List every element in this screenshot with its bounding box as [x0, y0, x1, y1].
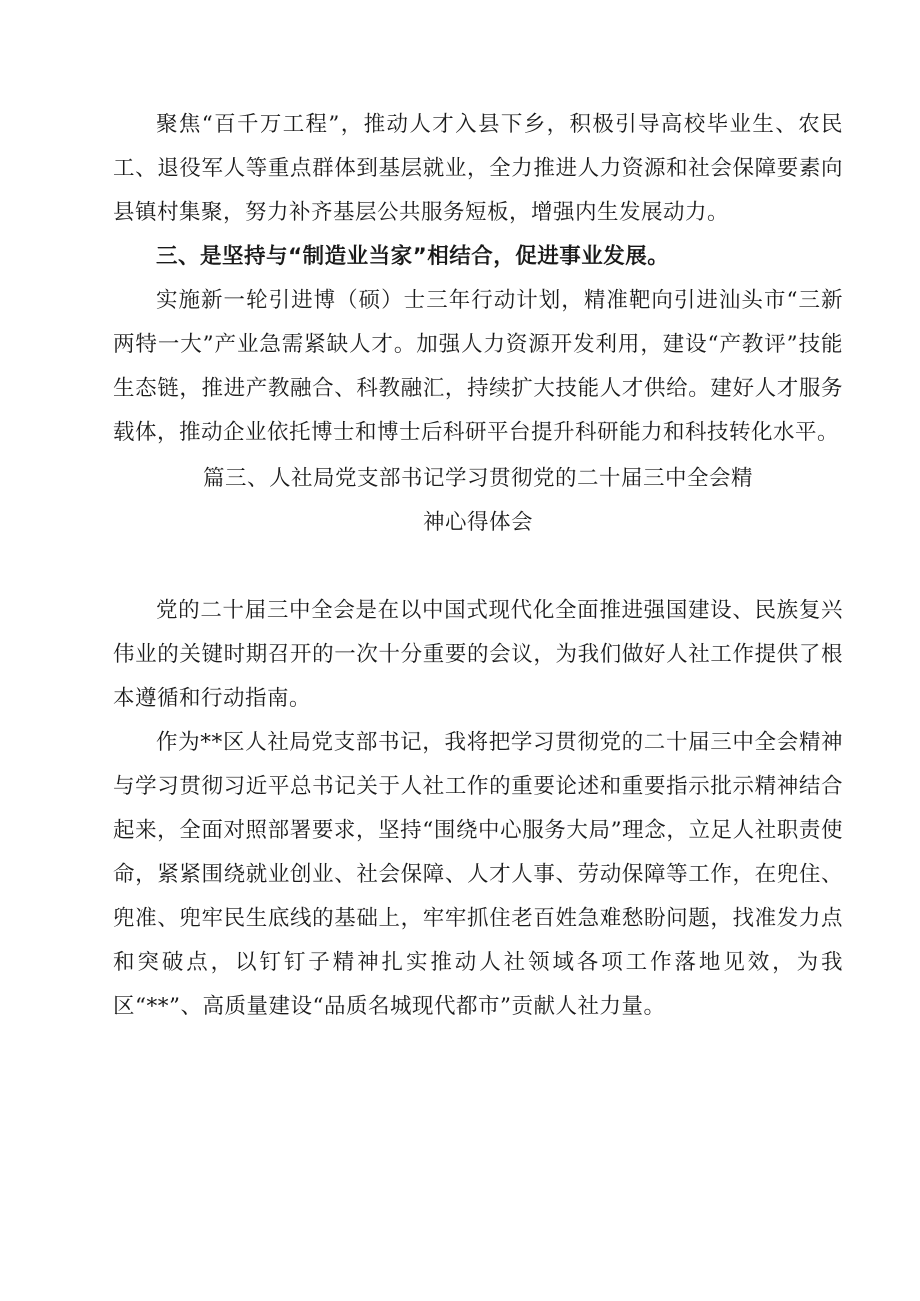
- paragraph-party-secretary-commitment: 作为**区人社局党支部书记，我将把学习贯彻党的二十届三中全会精神与学习贯彻习近平总书记关于人社工作的重要论述和重要指示批示精神结合起来，全面对照部署要求，坚持“围绕中心服务大局”理念，立足人社职责使命，紧紧围绕就业创业、社会保障、人才人事、劳动保障等工作，在兜住、兜准、兜牢民生底线的基础上，牢牢抓住老百姓急难愁盼问题，找准发力点和突破点，以钉钉子精神扎实推动人社领域各项工作落地见效，为我区“**”、高质量建设“品质名城现代都市”贡献人社力量。: [113, 730, 843, 1019]
- section-heading-three: 三、是坚持与“制造业当家”相结合，促进事业发展。: [156, 244, 670, 269]
- article-title-line-2: 神心得体会: [422, 510, 533, 535]
- paragraph-talent-introduction: 实施新一轮引进博（硕）士三年行动计划，精准靶向引进汕头市“三新两特一大”产业急需紧缺人才。加强人力资源开发利用，建设“产教评”技能生态链，推进产教融合、科教融汇，持续扩大技能人才供给。建好人才服务载体，推动企业依托博士和博士后科研平台提升科研能力和科技转化水平。: [113, 288, 843, 445]
- paragraph-plenary-session: 党的二十届三中全会是在以中国式现代化全面推进强国建设、民族复兴伟业的关键时期召开的一次十分重要的会议，为我们做好人社工作提供了根本遵循和行动指南。: [113, 598, 843, 711]
- document-body: [113, 103, 843, 1029]
- paragraph-rural-talent: 聚焦“百千万工程”，推动人才入县下乡，积极引导高校毕业生、农民工、退役军人等重点群体到基层就业，全力推进人力资源和社会保障要素向县镇村集聚，努力补齐基层公共服务短板，增强内生发展动力。: [113, 112, 843, 225]
- article-title: [113, 457, 843, 545]
- article-title-line-1: 篇三、人社局党支部书记学习贯彻党的二十届三中全会精: [202, 466, 753, 491]
